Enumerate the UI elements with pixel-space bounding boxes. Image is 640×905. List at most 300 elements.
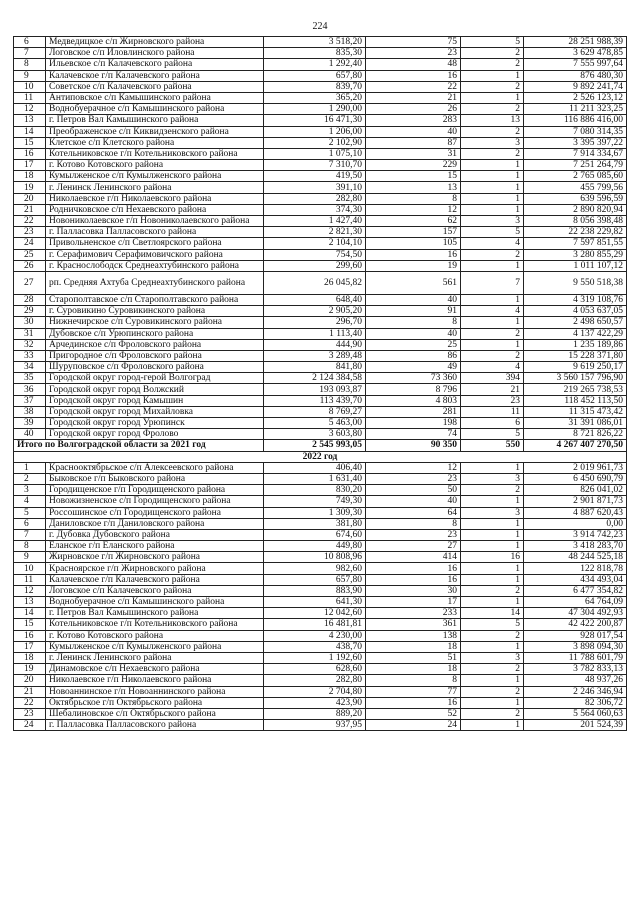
row-number: 8 <box>14 541 46 552</box>
area-value: 830,20 <box>264 485 366 496</box>
row-number: 28 <box>14 294 46 305</box>
residents-count: 26 <box>366 104 461 115</box>
area-value: 438,70 <box>264 641 366 652</box>
table-row <box>14 126 627 137</box>
municipality-name: Воднобуерачное с/п Камышинского района <box>46 104 264 115</box>
residents-count: 31 <box>366 148 461 159</box>
houses-count: 5 <box>461 37 524 48</box>
residents-count: 40 <box>366 496 461 507</box>
municipality-name: Преображенское с/п Киквидзенского района <box>46 126 264 137</box>
area-value: 374,30 <box>264 204 366 215</box>
residents-count: 281 <box>366 406 461 417</box>
row-number: 20 <box>14 675 46 686</box>
area-value: 282,80 <box>264 675 366 686</box>
table-row <box>14 171 627 182</box>
municipality-name: г. Котово Котовского района <box>46 160 264 171</box>
table-row <box>14 518 627 529</box>
housing-program-table <box>13 36 627 731</box>
funding-amount: 15 228 371,80 <box>524 350 627 361</box>
row-number: 15 <box>14 619 46 630</box>
table-row <box>14 652 627 663</box>
funding-amount: 3 629 478,85 <box>524 48 627 59</box>
houses-count: 2 <box>461 664 524 675</box>
area-value: 2 545 993,05 <box>264 440 366 451</box>
funding-amount: 928 017,54 <box>524 630 627 641</box>
table-row <box>14 406 627 417</box>
residents-count: 52 <box>366 708 461 719</box>
table-row <box>14 630 627 641</box>
table-row <box>14 204 627 215</box>
municipality-name: Котельниковское г/п Котельниковского района <box>46 619 264 630</box>
houses-count: 2 <box>461 686 524 697</box>
municipality-name: Быковское г/п Быковского района <box>46 473 264 484</box>
houses-count: 2 <box>461 328 524 339</box>
municipality-name: Логовское с/п Иловлинского района <box>46 48 264 59</box>
municipality-name: г. Палласовка Палласовского района <box>46 227 264 238</box>
municipality-name: Дубовское с/п Урюпинского района <box>46 328 264 339</box>
municipality-name: Городищенское г/п Городищенского района <box>46 485 264 496</box>
municipality-name: Николаевское г/п Николаевского района <box>46 675 264 686</box>
funding-amount: 9 550 518,38 <box>524 271 627 294</box>
residents-count: 62 <box>366 216 461 227</box>
residents-count: 23 <box>366 48 461 59</box>
residents-count: 87 <box>366 137 461 148</box>
houses-count: 1 <box>461 204 524 215</box>
residents-count: 77 <box>366 686 461 697</box>
funding-amount: 201 524,39 <box>524 720 627 731</box>
table-row <box>14 675 627 686</box>
table-row <box>14 148 627 159</box>
municipality-name: г. Палласовка Палласовского района <box>46 720 264 731</box>
houses-count: 4 <box>461 362 524 373</box>
table-row <box>14 552 627 563</box>
row-number: 13 <box>14 115 46 126</box>
row-number: 11 <box>14 574 46 585</box>
table-row <box>14 238 627 249</box>
funding-amount: 47 304 492,93 <box>524 608 627 619</box>
table-row <box>14 81 627 92</box>
municipality-name: Городской округ город Камышин <box>46 395 264 406</box>
funding-amount: 9 892 241,74 <box>524 81 627 92</box>
houses-count: 14 <box>461 608 524 619</box>
area-value: 406,40 <box>264 462 366 473</box>
municipality-name: г. Дубовка Дубовского района <box>46 529 264 540</box>
funding-amount: 116 886 416,00 <box>524 115 627 126</box>
row-number: 13 <box>14 597 46 608</box>
table-row <box>14 249 627 260</box>
area-value: 193 093,87 <box>264 384 366 395</box>
houses-count: 21 <box>461 384 524 395</box>
houses-count: 7 <box>461 271 524 294</box>
row-number: 21 <box>14 686 46 697</box>
municipality-name: Красноярское г/п Жирновского района <box>46 563 264 574</box>
row-number: 23 <box>14 708 46 719</box>
row-number: 18 <box>14 652 46 663</box>
residents-count: 23 <box>366 473 461 484</box>
table-row <box>14 37 627 48</box>
residents-count: 16 <box>366 249 461 260</box>
area-value: 657,80 <box>264 574 366 585</box>
residents-count: 30 <box>366 585 461 596</box>
area-value: 749,30 <box>264 496 366 507</box>
table-row <box>14 193 627 204</box>
municipality-name: Новожизненское с/п Городищенского района <box>46 496 264 507</box>
funding-amount: 122 818,78 <box>524 563 627 574</box>
residents-count: 49 <box>366 362 461 373</box>
residents-count: 51 <box>366 652 461 663</box>
houses-count: 1 <box>461 317 524 328</box>
funding-amount: 826 041,02 <box>524 485 627 496</box>
residents-count: 198 <box>366 418 461 429</box>
residents-count: 8 796 <box>366 384 461 395</box>
row-number: 9 <box>14 70 46 81</box>
municipality-name: г. Петров Вал Камышинского района <box>46 115 264 126</box>
funding-amount: 3 418 283,70 <box>524 541 627 552</box>
municipality-name: Воднобуерачное с/п Камышинского района <box>46 597 264 608</box>
table-row <box>14 541 627 552</box>
table-row <box>14 227 627 238</box>
residents-count: 64 <box>366 507 461 518</box>
funding-amount: 6 477 354,82 <box>524 585 627 596</box>
area-value: 2 102,90 <box>264 137 366 148</box>
area-value: 841,80 <box>264 362 366 373</box>
municipality-name: Шуруповское с/п Фроловского района <box>46 362 264 373</box>
area-value: 5 463,00 <box>264 418 366 429</box>
row-number: 14 <box>14 608 46 619</box>
municipality-name: Антиповское с/п Камышинского района <box>46 92 264 103</box>
table-row <box>14 574 627 585</box>
table-row <box>14 137 627 148</box>
funding-amount: 3 914 742,23 <box>524 529 627 540</box>
residents-count: 17 <box>366 597 461 608</box>
funding-amount: 4 319 108,76 <box>524 294 627 305</box>
table-row <box>14 384 627 395</box>
residents-count: 229 <box>366 160 461 171</box>
residents-count: 12 <box>366 462 461 473</box>
funding-amount: 8 056 398,48 <box>524 216 627 227</box>
funding-amount: 1 235 189,86 <box>524 339 627 350</box>
funding-amount: 48 244 525,18 <box>524 552 627 563</box>
residents-count: 27 <box>366 541 461 552</box>
row-number: 36 <box>14 384 46 395</box>
area-value: 113 439,70 <box>264 395 366 406</box>
area-value: 444,90 <box>264 339 366 350</box>
residents-count: 16 <box>366 697 461 708</box>
houses-count: 6 <box>461 418 524 429</box>
funding-amount: 1 011 107,12 <box>524 260 627 271</box>
houses-count: 1 <box>461 462 524 473</box>
funding-amount: 7 251 264,79 <box>524 160 627 171</box>
municipality-name: Калачевское г/п Калачевского района <box>46 574 264 585</box>
houses-count: 3 <box>461 137 524 148</box>
row-number: 12 <box>14 585 46 596</box>
funding-amount: 5 564 060,63 <box>524 708 627 719</box>
row-number: 24 <box>14 238 46 249</box>
table-row <box>14 160 627 171</box>
municipality-name: Даниловское г/п Даниловского района <box>46 518 264 529</box>
table-row <box>14 373 627 384</box>
row-number: 34 <box>14 362 46 373</box>
municipality-name: г. Ленинск Ленинского района <box>46 182 264 193</box>
funding-amount: 4 267 407 270,50 <box>524 440 627 451</box>
residents-count: 15 <box>366 171 461 182</box>
area-value: 7 310,70 <box>264 160 366 171</box>
municipality-name: г. Петров Вал Камышинского района <box>46 608 264 619</box>
area-value: 839,70 <box>264 81 366 92</box>
municipality-name: Новониколаевское г/п Новониколаевского района <box>46 216 264 227</box>
row-number: 17 <box>14 641 46 652</box>
municipality-name: Новоаннинское г/п Новоаннинского района <box>46 686 264 697</box>
houses-count: 2 <box>461 485 524 496</box>
residents-count: 86 <box>366 350 461 361</box>
residents-count: 8 <box>366 518 461 529</box>
residents-count: 90 350 <box>366 440 461 451</box>
funding-amount: 48 937,26 <box>524 675 627 686</box>
area-value: 674,60 <box>264 529 366 540</box>
table-row <box>14 473 627 484</box>
row-number: 6 <box>14 37 46 48</box>
residents-count: 50 <box>366 485 461 496</box>
municipality-name: Кумылженское с/п Кумылженского района <box>46 641 264 652</box>
row-number: 18 <box>14 171 46 182</box>
area-value: 2 905,20 <box>264 306 366 317</box>
table-row <box>14 260 627 271</box>
area-value: 365,20 <box>264 92 366 103</box>
houses-count: 3 <box>461 216 524 227</box>
row-number: 20 <box>14 193 46 204</box>
area-value: 423,90 <box>264 697 366 708</box>
municipality-name: Динамовское с/п Нехаевского района <box>46 664 264 675</box>
houses-count: 5 <box>461 429 524 440</box>
row-number: 23 <box>14 227 46 238</box>
table-row <box>14 362 627 373</box>
residents-count: 40 <box>366 328 461 339</box>
row-number: 19 <box>14 664 46 675</box>
area-value: 391,10 <box>264 182 366 193</box>
row-number: 39 <box>14 418 46 429</box>
funding-amount: 4 053 637,05 <box>524 306 627 317</box>
houses-count: 1 <box>461 294 524 305</box>
residents-count: 18 <box>366 664 461 675</box>
funding-amount: 219 265 738,53 <box>524 384 627 395</box>
year-header-2022 <box>14 451 627 462</box>
page-number: 224 <box>312 21 328 32</box>
funding-amount: 0,00 <box>524 518 627 529</box>
funding-amount: 7 914 334,67 <box>524 148 627 159</box>
table-row <box>14 339 627 350</box>
table-row <box>14 641 627 652</box>
funding-amount: 7 080 314,35 <box>524 126 627 137</box>
municipality-name: Ильевское с/п Калачевского района <box>46 59 264 70</box>
houses-count: 5 <box>461 227 524 238</box>
area-value: 282,80 <box>264 193 366 204</box>
residents-count: 18 <box>366 641 461 652</box>
funding-amount: 2 890 820,94 <box>524 204 627 215</box>
municipality-name: Николаевское г/п Николаевского района <box>46 193 264 204</box>
row-number: 15 <box>14 137 46 148</box>
residents-count: 16 <box>366 563 461 574</box>
houses-count: 1 <box>461 260 524 271</box>
residents-count: 24 <box>366 720 461 731</box>
funding-amount: 11 315 473,42 <box>524 406 627 417</box>
row-number: 40 <box>14 429 46 440</box>
residents-count: 73 360 <box>366 373 461 384</box>
row-number: 19 <box>14 182 46 193</box>
municipality-name: г. Ленинск Ленинского района <box>46 652 264 663</box>
table-row <box>14 462 627 473</box>
houses-count: 2 <box>461 81 524 92</box>
funding-amount: 82 306,72 <box>524 697 627 708</box>
houses-count: 11 <box>461 406 524 417</box>
row-number: 22 <box>14 697 46 708</box>
residents-count: 8 <box>366 317 461 328</box>
municipality-name: рп. Средняя Ахтуба Среднеахтубинского района <box>46 271 264 294</box>
houses-count: 3 <box>461 473 524 484</box>
houses-count: 550 <box>461 440 524 451</box>
area-value: 1 075,10 <box>264 148 366 159</box>
municipality-name: Советское с/п Калачевского района <box>46 81 264 92</box>
funding-amount: 4 137 422,29 <box>524 328 627 339</box>
area-value: 296,70 <box>264 317 366 328</box>
houses-count: 4 <box>461 238 524 249</box>
municipality-name: Привольненское с/п Светлоярского района <box>46 238 264 249</box>
row-number: 16 <box>14 630 46 641</box>
municipality-name: Котельниковское г/п Котельниковского района <box>46 148 264 159</box>
residents-count: 40 <box>366 294 461 305</box>
houses-count: 1 <box>461 182 524 193</box>
residents-count: 105 <box>366 238 461 249</box>
table-row <box>14 395 627 406</box>
table-row <box>14 708 627 719</box>
residents-count: 12 <box>366 204 461 215</box>
houses-count: 2 <box>461 585 524 596</box>
row-number: 10 <box>14 81 46 92</box>
municipality-name: Старополтавское с/п Старополтавского района <box>46 294 264 305</box>
residents-count: 561 <box>366 271 461 294</box>
row-number: 14 <box>14 126 46 137</box>
funding-amount: 6 450 690,79 <box>524 473 627 484</box>
municipality-name: Калачевское г/п Калачевского района <box>46 70 264 81</box>
area-value: 628,60 <box>264 664 366 675</box>
residents-count: 13 <box>366 182 461 193</box>
table-row <box>14 104 627 115</box>
funding-amount: 434 493,04 <box>524 574 627 585</box>
table-row <box>14 496 627 507</box>
area-value: 1 631,40 <box>264 473 366 484</box>
houses-count: 1 <box>461 193 524 204</box>
table-row <box>14 328 627 339</box>
houses-count: 3 <box>461 507 524 518</box>
municipality-name: Городской округ город Волжский <box>46 384 264 395</box>
total-row-2021 <box>14 440 627 451</box>
area-value: 754,50 <box>264 249 366 260</box>
municipality-name: Кумылженское с/п Кумылженского района <box>46 171 264 182</box>
row-number: 7 <box>14 529 46 540</box>
area-value: 419,50 <box>264 171 366 182</box>
municipality-name: г. Краснослободск Среднеахтубинского района <box>46 260 264 271</box>
houses-count: 23 <box>461 395 524 406</box>
area-value: 1 427,40 <box>264 216 366 227</box>
residents-count: 75 <box>366 37 461 48</box>
table-row <box>14 697 627 708</box>
area-value: 835,30 <box>264 48 366 59</box>
funding-amount: 3 395 397,22 <box>524 137 627 148</box>
table-row <box>14 317 627 328</box>
area-value: 449,80 <box>264 541 366 552</box>
houses-count: 1 <box>461 597 524 608</box>
table-row <box>14 597 627 608</box>
houses-count: 2 <box>461 630 524 641</box>
row-number: 12 <box>14 104 46 115</box>
residents-count: 22 <box>366 81 461 92</box>
row-number: 10 <box>14 563 46 574</box>
row-number: 37 <box>14 395 46 406</box>
residents-count: 23 <box>366 529 461 540</box>
area-value: 299,60 <box>264 260 366 271</box>
houses-count: 2 <box>461 350 524 361</box>
funding-amount: 3 898 094,30 <box>524 641 627 652</box>
area-value: 1 292,40 <box>264 59 366 70</box>
table-row <box>14 92 627 103</box>
municipality-name: Медведицкое с/п Жирновского района <box>46 37 264 48</box>
houses-count: 1 <box>461 720 524 731</box>
table-row <box>14 350 627 361</box>
table-row <box>14 59 627 70</box>
municipality-name: Еланское г/п Еланского района <box>46 541 264 552</box>
municipality-name: Пригородное с/п Фроловского района <box>46 350 264 361</box>
houses-count: 2 <box>461 148 524 159</box>
row-number: 33 <box>14 350 46 361</box>
municipality-name: Городской округ город Михайловка <box>46 406 264 417</box>
houses-count: 2 <box>461 104 524 115</box>
municipality-name: Нижнечирское с/п Суровикинского района <box>46 317 264 328</box>
row-number: 17 <box>14 160 46 171</box>
houses-count: 1 <box>461 563 524 574</box>
residents-count: 4 803 <box>366 395 461 406</box>
funding-amount: 4 887 620,43 <box>524 507 627 518</box>
row-number: 8 <box>14 59 46 70</box>
area-value: 3 518,20 <box>264 37 366 48</box>
table-row <box>14 115 627 126</box>
area-value: 2 821,30 <box>264 227 366 238</box>
houses-count: 1 <box>461 160 524 171</box>
area-value: 1 290,00 <box>264 104 366 115</box>
area-value: 3 289,48 <box>264 350 366 361</box>
funding-amount: 2 498 650,57 <box>524 317 627 328</box>
row-number: 24 <box>14 720 46 731</box>
funding-amount: 2 019 961,73 <box>524 462 627 473</box>
row-number: 9 <box>14 552 46 563</box>
houses-count: 13 <box>461 115 524 126</box>
table-row <box>14 182 627 193</box>
funding-amount: 64 764,09 <box>524 597 627 608</box>
row-number: 22 <box>14 216 46 227</box>
row-number: 30 <box>14 317 46 328</box>
funding-amount: 28 251 988,39 <box>524 37 627 48</box>
houses-count: 1 <box>461 574 524 585</box>
area-value: 26 045,82 <box>264 271 366 294</box>
table-row <box>14 563 627 574</box>
area-value: 8 769,27 <box>264 406 366 417</box>
houses-count: 2 <box>461 59 524 70</box>
table-row <box>14 585 627 596</box>
area-value: 648,40 <box>264 294 366 305</box>
residents-count: 138 <box>366 630 461 641</box>
houses-count: 1 <box>461 641 524 652</box>
area-value: 16 471,30 <box>264 115 366 126</box>
area-value: 381,80 <box>264 518 366 529</box>
row-number: 26 <box>14 260 46 271</box>
